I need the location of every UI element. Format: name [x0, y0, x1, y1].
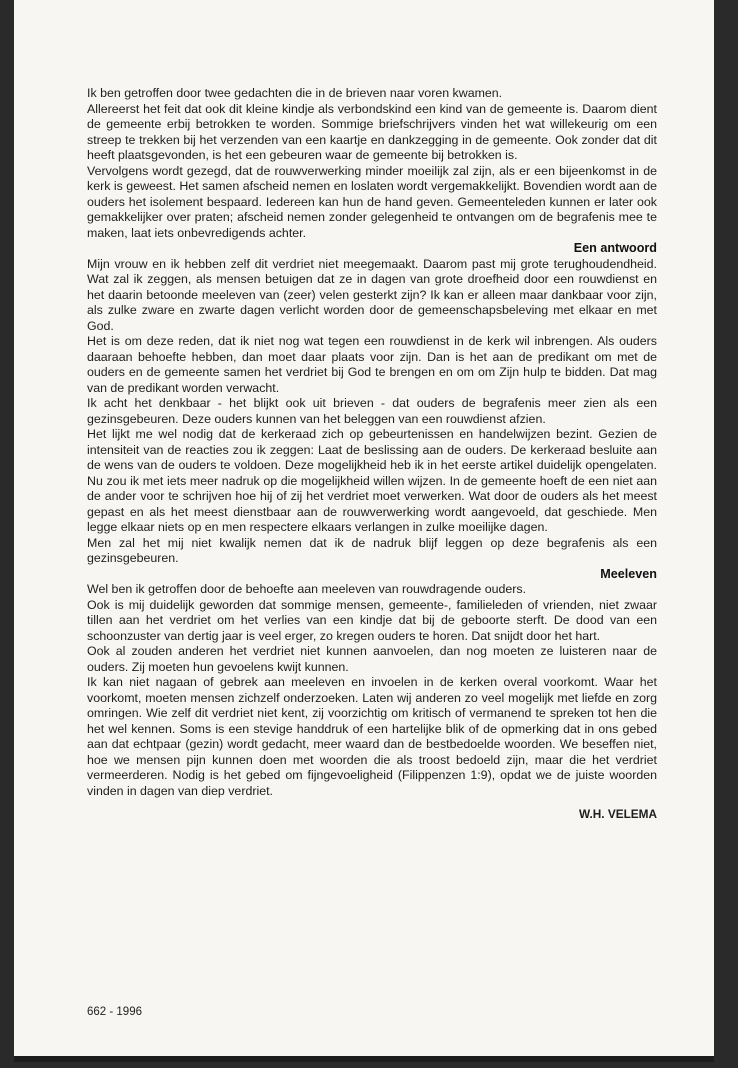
- section-heading-antwoord: Een antwoord: [573, 241, 657, 255]
- document-page: [14, 0, 714, 1062]
- paragraph: Ik acht het denkbaar - het blijkt ook uit brieven - dat ouders de begrafenis meer zien als een gezinsgebeuren. Deze ouders kunnen van het beleggen van een rouwdienst afzien.: [87, 396, 657, 426]
- paragraph: Men zal het mij niet kwalijk nemen dat ik de nadruk blijf leggen op deze begrafenis als een gezinsgebeuren.: [87, 535, 657, 565]
- paragraph: Ik ben getroffen door twee gedachten die in de brieven naar voren kwamen.: [87, 86, 503, 100]
- paragraph: Vervolgens wordt gezegd, dat de rouwverwerking minder moeilijk zal zijn, als er een bijeenkomst in de kerk is geweest. Het samen afscheid nemen en loslaten wordt vergemakkelijkt. Bovendien wordt aan de ouders het isolement bespaard. Iedereen kan hun de hand geven. Gemeenteleden kunnen er later ook gemakkelijker over praten; afscheid nemen zonder gelegenheid te ontvangen om de begrafenis mee te maken, laat iets onbevredigends achter.: [87, 163, 657, 240]
- paragraph: Mijn vrouw en ik hebben zelf dit verdriet niet meegemaakt. Daarom past mij grote terughoudendheid. Wat zal ik zeggen, als mensen betuigen dat ze in dagen van grote droefheid door een rouwdienst en het daarin betoonde meeleven van (zeer) velen gesterkt zijn? Ik kan er alleen maar dankbaar voor zijn, als zulke zware en zwarte dagen verlicht worden door de gemeenschapsbeleving met elkaar en met God.: [87, 256, 657, 333]
- paragraph: Ook is mij duidelijk geworden dat sommige mensen, gemeente-, familieleden of vrienden, niet zwaar tillen aan het verdriet om het verlies van een kindje dat bij de geboorte sterft. De dood van een schoonzuster van dertig jaar is veel erger, zo kregen ouders te horen. Dat snijdt door het hart.: [87, 597, 657, 643]
- paragraph: Ook al zouden anderen het verdriet niet kunnen aanvoelen, dan nog moeten ze luisteren naar de ouders. Zij moeten hun gevoelens kwijt kunnen.: [87, 644, 657, 674]
- page-number: 662 - 1996: [87, 1006, 142, 1018]
- author-signature: W.H. VELEMA: [579, 807, 657, 821]
- section-heading-meeleven: Meeleven: [600, 566, 657, 581]
- paragraph: Wel ben ik getroffen door de behoefte aan meeleven van rouwdragende ouders.: [87, 582, 527, 596]
- paragraph: Allereerst het feit dat ook dit kleine kindje als verbondskind een kind van de gemeente is. Daarom dient de gemeente erbij betrokken te worden. Sommige briefschrijvers vinden het wat willekeurig om een streep te trekken bij het verzenden van een kaartje en dankzegging in de gemeente. Ook zonder dat dit heeft plaatsgevonden, is het een gebeuren waar de gemeente bij betrokken is.: [87, 101, 657, 162]
- paragraph: Ik kan niet nagaan of gebrek aan meeleven en invoelen in de kerken overal voorkomt. Waar het voorkomt, moeten mensen zichzelf onderzoeken. Laten wij anderen zo veel mogelijk met liefde en zorg omringen. Wie zelf dit verdriet niet kent, zij voorzichtig om kritisch of vermanend te spreken tot hen die het wel kennen. Soms is een stevige handdruk of een hartelijke blik of de opmerking dat in ons gebed aan dat echtpaar (gezin) wordt gedacht, meer waard dan de bestbedoelde woorden. We beseffen niet, hoe we mensen pijn kunnen doen met woorden die als troost bedoeld zijn, maar die het verdriet vermeerderen. Nodig is het gebed om fijngevoeligheid (Filippenzen 1:9), opdat we de juiste woorden vinden in dagen van diep verdriet.: [87, 675, 657, 798]
- paragraph: Het lijkt me wel nodig dat de kerkeraad zich op gebeurtenissen en handelwijzen bezint. Gezien de intensiteit van de reacties zou ik zeggen: Laat de beslissing aan de ouders. De kerkeraad besluite aan de wens van de ouders te voldoen. Deze mogelijkheid heb ik in het eerste artikel duidelijk opengelaten. Nu zou ik met iets meer nadruk op die mogelijkheid willen wijzen. In de gemeente hoeft de een niet aan de ander voor te schrijven hoe hij of zij het verdriet moet verwerken. Wat door de ouders als het meest gepast en als het meest dienstbaar aan de rouwverwerking wordt aangevoeld, dat geschiede. Men legge elkaar niets op en men respectere elkaars verlangen in zulke moeilijke dagen.: [87, 427, 657, 534]
- article-column: [87, 86, 657, 823]
- paragraph: Het is om deze reden, dat ik niet nog wat tegen een rouwdienst in de kerk wil inbrengen. Als ouders daaraan behoefte hebben, dan moet daar plaats voor zijn. Dan is het aan de predikant om met de ouders en de gemeente samen het verdriet bij God te brengen en om om Zijn hulp te bidden. Dat mag van de predikant worden verwacht.: [87, 334, 657, 395]
